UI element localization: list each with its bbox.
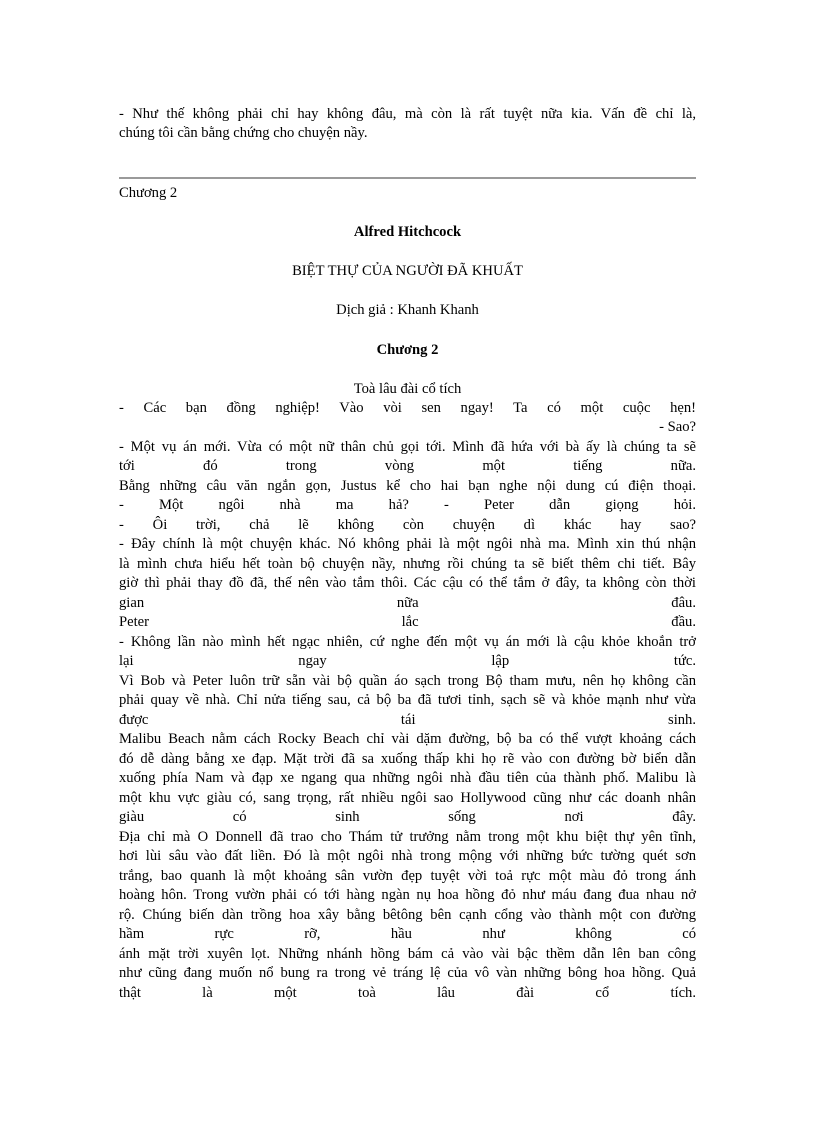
- body-line: xuống phía Nam và đạp xe ngang qua những ngôi nhà đầu tiên của thành phố. Malibu là: [119, 770, 696, 786]
- intro-line-2: chúng tôi cần bằng chứng cho chuyện nầy.: [119, 125, 368, 141]
- body-line: đó dễ dàng bằng xe đạp. Mặt trời đã sa xuống thấp khi họ rẽ vào con đường bờ biển dẫn: [119, 751, 696, 767]
- body-line: tới đó trong vòng một tiếng nữa.: [119, 458, 696, 474]
- body-line: - Các bạn đồng nghiệp! Vào vòi sen ngay! Ta có một cuộc hẹn!: [119, 400, 696, 416]
- body-line: hầm rực rỡ, hầu như không có: [119, 926, 696, 942]
- body-line: thật là một toà lâu đài cổ tích.: [119, 985, 696, 1001]
- chapter-label: Chương 2: [119, 185, 178, 201]
- translator-credit: Dịch giả : Khanh Khanh: [336, 302, 479, 318]
- body-line: trắng, bao quanh là một khoảng sân vườn đẹp tuyệt vời toả rực một màu đỏ trong ánh: [119, 868, 696, 884]
- body-line: - Đây chính là một chuyện khác. Nó không phải là một ngôi nhà ma. Mình xin thú nhận: [119, 536, 696, 552]
- body-line: giàu có sinh sống nơi đây.: [119, 809, 696, 825]
- body-line: Bằng những câu văn ngắn gọn, Justus kể cho hai bạn nghe nội dung cú điện thoại.: [119, 478, 696, 494]
- author-name: Alfred Hitchcock: [353, 224, 462, 240]
- section-title: Toà lâu đài cổ tích: [353, 381, 462, 397]
- body-line: giờ thì phải thay đồ đã, thế nên vào tắm thôi. Các cậu có thể tắm ở đây, ta không còn thời: [119, 575, 696, 591]
- body-line: - Một ngôi nhà ma hả? - Peter dẫn giọng hỏi.: [119, 497, 696, 513]
- body-line: gian nữa đâu.: [119, 595, 696, 611]
- intro-line-1: - Như thế không phải chỉ hay không đâu, mà còn là rất tuyệt nữa kia. Vấn đề chỉ là,: [119, 106, 696, 122]
- book-title: BIỆT THỰ CỦA NGƯỜI ĐÃ KHUẤT: [292, 263, 523, 279]
- chapter-heading: Chương 2: [376, 342, 439, 358]
- section-divider: [119, 177, 696, 179]
- body-line: phải quay về nhà. Chỉ nửa tiếng sau, cả bộ ba đã tươi tỉnh, sạch sẽ và khỏe mạnh như vừa: [119, 692, 696, 708]
- body-line: - Sao?: [659, 419, 696, 435]
- body-line: hơi lùi sâu vào đất liền. Đó là một ngôi nhà trong mộng với những bức tường quét sơn: [119, 848, 696, 864]
- body-line: Peter lắc đầu.: [119, 614, 696, 630]
- body-line: ánh mặt trời xuyên lọt. Những nhánh hồng bám cả vào vài bậc thềm dẫn lên ban công: [119, 946, 696, 962]
- body-line: là mình chưa hiểu hết toàn bộ chuyện nầy, nhưng rồi chúng ta sẽ biết thêm chi tiết. Bây: [119, 556, 696, 572]
- body-line: Malibu Beach nằm cách Rocky Beach chỉ vài dặm đường, bộ ba có thể vượt khoảng cách: [119, 731, 696, 747]
- body-line: lại ngay lập tức.: [119, 653, 696, 669]
- body-line: Vì Bob và Peter luôn trữ sẵn vài bộ quần áo sạch trong Bộ tham mưu, nên họ không cần: [119, 673, 696, 689]
- body-line: - Không lần nào mình hết ngạc nhiên, cứ nghe đến một vụ án mới là cậu khỏe khoắn trở: [119, 634, 696, 650]
- body-line: hoàng hôn. Trong vườn phải có tới hàng ngàn nụ hoa hồng đỏ như máu đang đua nhau nở: [119, 887, 696, 903]
- body-line: - Một vụ án mới. Vừa có một nữ thân chủ gọi tới. Mình đã hứa với bà ấy là chúng ta sẽ: [119, 439, 696, 455]
- body-line: rộ. Chúng biến dàn trồng hoa xây bằng bêtông bên cạnh cổng vào thành một con đường: [119, 907, 696, 923]
- body-line: một khu vực giàu có, sang trọng, rất nhiều ngôi sao Hollywood cũng như các doanh nhân: [119, 790, 696, 806]
- body-line: Địa chỉ mà O Donnell đã trao cho Thám tử trưởng nằm trong một khu biệt thự yên tĩnh,: [119, 829, 696, 845]
- body-line: được tái sinh.: [119, 712, 696, 728]
- body-line: như cũng đang muốn nổ bung ra trong vẻ tráng lệ của vô vàn những bông hoa hồng. Quả: [119, 965, 696, 981]
- body-line: - Ôi trời, chả lẽ không còn chuyện dì khác hay sao?: [119, 517, 696, 533]
